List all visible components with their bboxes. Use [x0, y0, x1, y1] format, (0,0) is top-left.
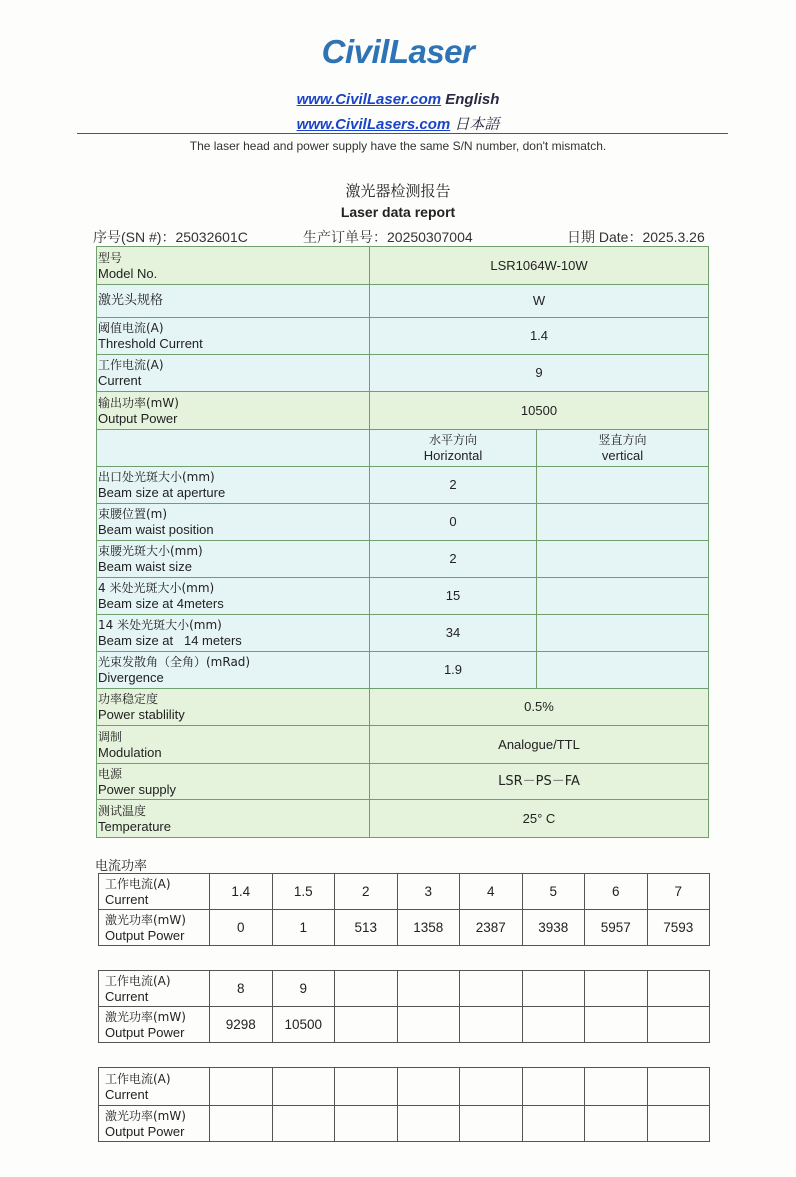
table-row: 电源 Power supply LSR－PS－FA [97, 764, 709, 800]
report-title-cn: 激光器检测报告 [345, 182, 451, 200]
head-value: W [370, 285, 709, 318]
table-row: 出口处光斑大小(mm) Beam size at aperture 2 [97, 467, 709, 504]
spec-table [96, 246, 709, 838]
serial-number: 序号(SN #)：25032601C [93, 229, 248, 245]
table-row: 束腰光斑大小(mm) Beam waist size 2 [97, 541, 709, 578]
table-row: 工作电流(A) Current 1.4 1.5 2 3 4 5 6 7 [99, 874, 710, 910]
current-power-section-title: 电流功率 [95, 859, 148, 874]
table-row: 水平方向 Horizontal 竖直方向 vertical [97, 430, 709, 467]
table-row: 工作电流(A) Current 8 9 [99, 971, 710, 1007]
japanese-site-link[interactable]: www.CivilLasers.com [296, 116, 451, 133]
report-date: 日期 Date：2025.3.26 [567, 229, 705, 245]
table-row: 4 米处光斑大小(mm) Beam size at 4meters 15 [97, 578, 709, 615]
current-power-table-3 [98, 1067, 710, 1142]
table-row: 调制 Modulation Analogue/TTL [97, 726, 709, 764]
report-title-en: Laser data report [340, 204, 456, 220]
table-row: 阈值电流(A) Threshold Current 1.4 [97, 318, 709, 355]
table-row: 束腰位置(m) Beam waist position 0 [97, 504, 709, 541]
table-row: 工作电流(A) Current [99, 1068, 710, 1106]
current-power-table-2 [98, 970, 710, 1043]
table-row: 激光功率(mW) Output Power 0 1 513 1358 2387 3938 5957 7593 [99, 910, 710, 946]
english-site-line [0, 91, 796, 108]
table-row: 14 米处光斑大小(mm) Beam size at 14 meters 34 [97, 615, 709, 652]
japanese-label: 日本語 [454, 115, 500, 133]
order-number: 生产订单号：20250307004 [303, 229, 473, 245]
table-row: 测试温度 Temperature 25° C [97, 800, 709, 838]
table-row: 工作电流(A) Current 9 [97, 355, 709, 392]
sn-note: The laser head and power supply have the same S/N number, don't mismatch. [189, 139, 607, 153]
output-power-value: 10500 [370, 392, 709, 430]
current-value: 9 [370, 355, 709, 392]
model-value: LSR1064W-10W [370, 247, 709, 285]
table-row: 功率稳定度 Power stablility 0.5% [97, 689, 709, 726]
header-divider [77, 133, 728, 134]
current-power-table-1 [98, 873, 710, 946]
japanese-site-line [0, 113, 796, 134]
table-row: 光束发散角（全角）(mRad) Divergence 1.9 [97, 652, 709, 689]
english-site-link[interactable]: www.CivilLaser.com [296, 91, 442, 108]
threshold-value: 1.4 [370, 318, 709, 355]
table-row: 激光头规格 W [97, 285, 709, 318]
table-row: 激光功率(mW) Output Power 9298 10500 [99, 1007, 710, 1043]
table-row: 激光功率(mW) Output Power [99, 1106, 710, 1142]
civillaser-logo: CivilLaser [321, 33, 475, 70]
table-row: 型号 Model No. LSR1064W-10W [97, 247, 709, 285]
english-label: English [445, 91, 500, 108]
table-row: 输出功率(mW) Output Power 10500 [97, 392, 709, 430]
